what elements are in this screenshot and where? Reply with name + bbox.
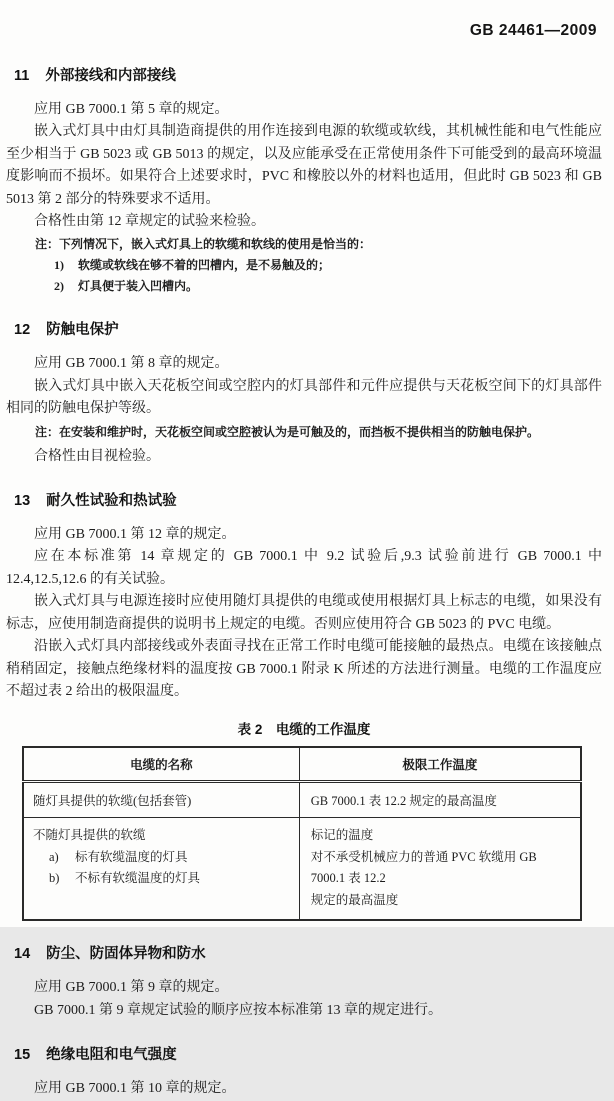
section-number: 12 [14,322,31,339]
cell-limit-temperature [299,818,581,921]
paragraph: 应用 GB 7000.1 第 5 章的规定。 [34,102,229,117]
section-title: 防触电保护 [46,322,119,339]
section-title: 外部接线和内部接线 [45,68,176,84]
column-header-limit-temperature: 极限工作温度 [299,747,581,782]
paragraph: 应用 GB 7000.1 第 8 章的规定。 [34,356,229,372]
column-header-cable-name: 电缆的名称 [23,747,299,782]
note-item [54,255,602,276]
doc-number: GB 24461—2009 [469,22,597,39]
paragraph: 合格性由第 12 章规定的试验来检验。 [34,214,265,230]
note-item-text: 灯具便于装入凹槽内。 [78,279,199,294]
paragraph: 沿嵌入式灯具内部接线或外表面寻找在正常工作时电缆可能接触的最热点。电缆在该接触点稍稍固定，接触点绝缘材料的温度按 GB 7000.1 附录 K 所述的方法进行测量。电缆的工作温度应不超过表 2 给出的极限温度。 [6,639,602,699]
paragraph: 应用 GB 7000.1 第 10 章的规定。 [34,1081,236,1097]
note-intro: 注：在安装和维护时，天花板空间或空腔被认为是可触及的，而挡板不提供相当的防触电保护。 [35,424,540,439]
cell-list-item [49,847,293,869]
paragraph: 嵌入式灯具中由灯具制造商提供的用作连接到电源的软缆或软线，其机械性能和电气性能应至少相当于 GB 5023 或 GB 5013 的规定，以及应能承受在正常使用条件下可能受到的最高环境温度影响而不损坏。如果符合上述要求时，PVC 和橡胶以外的材料也适用，但此时 GB 5023 和 GB 5013 第 2 部分的特殊要求不适用。 [6,124,602,207]
paragraph: 合格性由目视检验。 [34,448,160,464]
note-block [6,422,602,443]
cell-item-letter: b) [49,871,60,886]
table-caption: 表 2 电缆的工作温度 [237,722,371,738]
section-number: 11 [14,68,30,84]
section-number: 14 [14,946,31,963]
section-title: 防尘、防固体异物和防水 [46,946,206,963]
section-15-heading [6,1043,602,1064]
table-header-row [23,747,581,782]
section-title: 绝缘电阻和电气强度 [46,1047,177,1064]
section-14-heading [6,942,602,963]
cell-line: 标记的温度 [310,828,374,843]
cell-item-letter: a) [49,849,59,864]
paragraph: 嵌入式灯具中嵌入天花板空间或空腔内的灯具部件和元件应提供与天花板空间下的灯具部件相同的防触电保护等级。 [6,378,602,417]
section-11-heading [6,64,602,85]
table-2-cable-working-temperature [22,746,582,921]
cell-line: 规定的最高温度 [310,892,399,907]
table-row [23,782,581,818]
cell-cable-name [23,818,299,921]
section-13-heading [6,489,602,510]
cell-line: 不随灯具提供的软缆 [33,828,146,843]
table-body [23,782,581,921]
paragraph: 应在本标准第 14 章规定的 GB 7000.1 中 9.2 试验后,9.3 试验前进行 GB 7000.1 中 12.4,12.5,12.6 的有关试验。 [6,549,602,587]
note-item-number: 2) [54,279,64,294]
page-content [6,62,602,1101]
paragraph: 应用 GB 7000.1 第 12 章的规定。 [34,527,236,543]
section-number: 15 [14,1047,31,1064]
table-row [23,818,581,921]
cell-cable-name: 随灯具提供的软缆(包括套管) [23,782,299,818]
cell-item-text: 不标有软缆温度的灯具 [75,871,201,886]
paragraph: GB 7000.1 第 9 章规定试验的顺序应按本标准第 13 章的规定进行。 [34,1002,442,1018]
section-title: 耐久性试验和热试验 [46,493,177,510]
section-12-heading [6,318,602,339]
paragraph: 嵌入式灯具与电源连接时应使用随灯具提供的电缆或使用根据灯具上标志的电缆，如果没有标志，应使用制造商提供的说明书上规定的电缆。否则应使用符合 GB 5023 的 PVC 电缆。 [6,594,602,632]
cell-list-item [49,868,293,890]
cell-item-text: 标有软缆温度的灯具 [75,849,188,864]
section-number: 13 [14,493,31,510]
cell-line: 对不承受机械应力的普通 PVC 软缆用 GB 7000.1 表 12.2 [310,849,537,886]
note-item-text: 软缆或软线在够不着的凹槽内，是不易触及的； [78,258,331,273]
note-item [54,276,602,297]
note-block [6,234,602,297]
note-item-number: 1) [54,258,64,273]
table-header [23,747,581,782]
paragraph: 应用 GB 7000.1 第 9 章的规定。 [34,980,229,996]
cell-limit-temperature: GB 7000.1 表 12.2 规定的最高温度 [299,782,581,818]
note-intro: 注：下列情况下，嵌入式灯具上的软缆和软线的使用是恰当的： [35,237,372,252]
